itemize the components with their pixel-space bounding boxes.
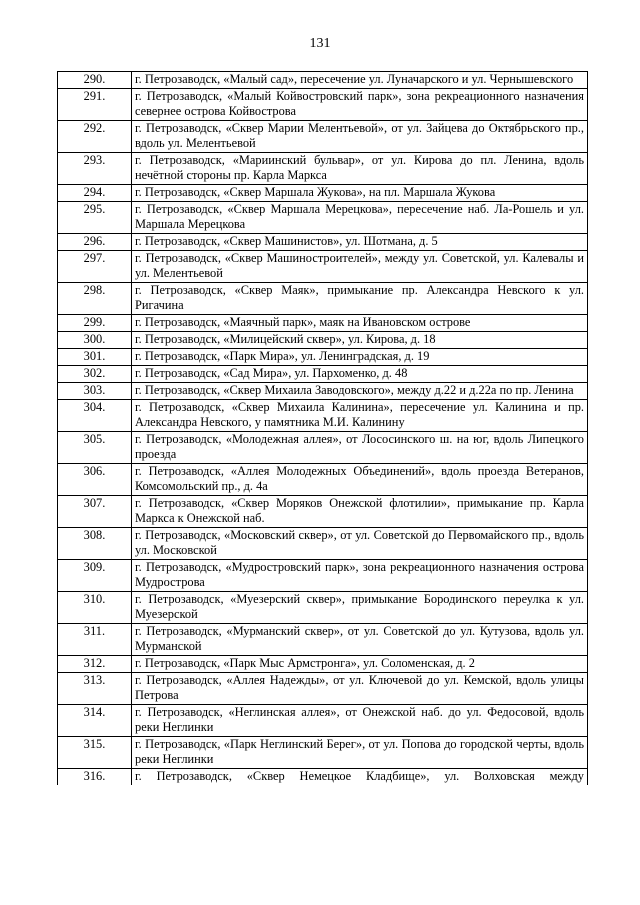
table-row [58,283,588,315]
row-description: г. Петрозаводск, «Сквер Михаила Заводовского», между д.22 и д.22а по пр. Ленина [132,383,588,400]
row-number: 291. [58,89,132,121]
row-number: 300. [58,332,132,349]
row-description: г. Петрозаводск, «Мурманский сквер», от ул. Советской до ул. Кутузова, вдоль ул. Мурманской [132,624,588,656]
row-description: г. Петрозаводск, «Неглинская аллея», от Онежской наб. до ул. Федосовой, вдоль реки Неглинки [132,705,588,737]
row-number: 312. [58,656,132,673]
table-row [58,89,588,121]
row-number: 306. [58,464,132,496]
table-row [58,315,588,332]
table-row [58,432,588,464]
table-row [58,234,588,251]
row-number: 315. [58,737,132,769]
row-description: г. Петрозаводск, «Сквер Маршала Жукова», на пл. Маршала Жукова [132,185,588,202]
row-description: г. Петрозаводск, «Московский сквер», от ул. Советской до Первомайского пр., вдоль ул. Московской [132,528,588,560]
row-description: г. Петрозаводск, «Мудростровский парк», зона рекреационного назначения острова Мудрострова [132,560,588,592]
table-row [58,528,588,560]
page-number: 131 [309,36,331,51]
row-description: г. Петрозаводск, «Малый Койвостровский парк», зона рекреационного назначения севернее острова Койвострова [132,89,588,121]
row-number: 307. [58,496,132,528]
row-number: 305. [58,432,132,464]
row-description: г. Петрозаводск, «Аллея Надежды», от ул. Ключевой до ул. Кемской, вдоль улицы Петрова [132,673,588,705]
table-row [58,251,588,283]
row-description: г. Петрозаводск, «Мариинский бульвар», от ул. Кирова до пл. Ленина, вдоль нечётной стороны пр. Карла Маркса [132,153,588,185]
row-number: 311. [58,624,132,656]
row-description: г. Петрозаводск, «Сквер Маршала Мерецкова», пересечение наб. Ла-Рошель и ул. Маршала Мерецкова [132,202,588,234]
row-description: г. Петрозаводск, «Сквер Машинистов», ул. Шотмана, д. 5 [132,234,588,251]
row-number: 309. [58,560,132,592]
row-description: г. Петрозаводск, «Муезерский сквер», примыкание Бородинского переулка к ул. Муезерской [132,592,588,624]
row-number: 316. [58,769,132,786]
table-row [58,464,588,496]
table-row [58,737,588,769]
row-description: г. Петрозаводск, «Парк Мира», ул. Ленинградская, д. 19 [132,349,588,366]
row-number: 303. [58,383,132,400]
row-number: 294. [58,185,132,202]
row-number: 299. [58,315,132,332]
row-number: 308. [58,528,132,560]
row-description: г. Петрозаводск, «Милицейский сквер», ул. Кирова, д. 18 [132,332,588,349]
table-row [58,400,588,432]
table-row [58,769,588,786]
table-row [58,383,588,400]
table-row [58,121,588,153]
row-description: г. Петрозаводск, «Аллея Молодежных Объединений», вдоль проезда Ветеранов, Комсомольский пр., д. 4а [132,464,588,496]
row-description: г. Петрозаводск, «Малый сад», пересечение ул. Луначарского и ул. Чернышевского [132,72,588,89]
row-number: 296. [58,234,132,251]
row-number: 304. [58,400,132,432]
table-row [58,592,588,624]
table-row [58,560,588,592]
row-number: 301. [58,349,132,366]
row-description: г. Петрозаводск, «Сквер Моряков Онежской флотилии», примыкание пр. Карла Маркса к Онежской наб. [132,496,588,528]
row-number: 298. [58,283,132,315]
row-number: 292. [58,121,132,153]
row-number: 293. [58,153,132,185]
table-row [58,705,588,737]
table-row [58,496,588,528]
row-description: г. Петрозаводск, «Сквер Марии Мелентьевой», от ул. Зайцева до Октябрьского пр., вдоль ул. Мелентьевой [132,121,588,153]
table-row [58,185,588,202]
row-description: г. Петрозаводск, «Сквер Маяк», примыкание пр. Александра Невского к ул. Ригачина [132,283,588,315]
table-row [58,332,588,349]
registry-table [57,71,588,785]
row-number: 297. [58,251,132,283]
table-row [58,673,588,705]
table-row [58,366,588,383]
row-description: г. Петрозаводск, «Сквер Немецкое Кладбище», ул. Волховская между [132,769,588,786]
row-description: г. Петрозаводск, «Парк Неглинский Берег», от ул. Попова до городской черты, вдоль реки Неглинки [132,737,588,769]
row-description: г. Петрозаводск, «Парк Мыс Армстронга», ул. Соломенская, д. 2 [132,656,588,673]
row-description: г. Петрозаводск, «Сквер Михаила Калинина», пересечение ул. Калинина и пр. Александра Невского, у памятника М.И. Калинину [132,400,588,432]
table-row [58,656,588,673]
row-description: г. Петрозаводск, «Сквер Машиностроителей», между ул. Советской, ул. Калевалы и ул. Мелентьевой [132,251,588,283]
table-row [58,624,588,656]
table-row [58,202,588,234]
row-number: 314. [58,705,132,737]
row-number: 313. [58,673,132,705]
row-description: г. Петрозаводск, «Сад Мира», ул. Пархоменко, д. 48 [132,366,588,383]
table-row [58,349,588,366]
row-description: г. Петрозаводск, «Молодежная аллея», от Лососинского ш. на юг, вдоль Липецкого проезда [132,432,588,464]
table-row [58,153,588,185]
row-number: 302. [58,366,132,383]
row-description: г. Петрозаводск, «Маячный парк», маяк на Ивановском острове [132,315,588,332]
table-row [58,72,588,89]
row-number: 310. [58,592,132,624]
row-number: 295. [58,202,132,234]
row-number: 290. [58,72,132,89]
